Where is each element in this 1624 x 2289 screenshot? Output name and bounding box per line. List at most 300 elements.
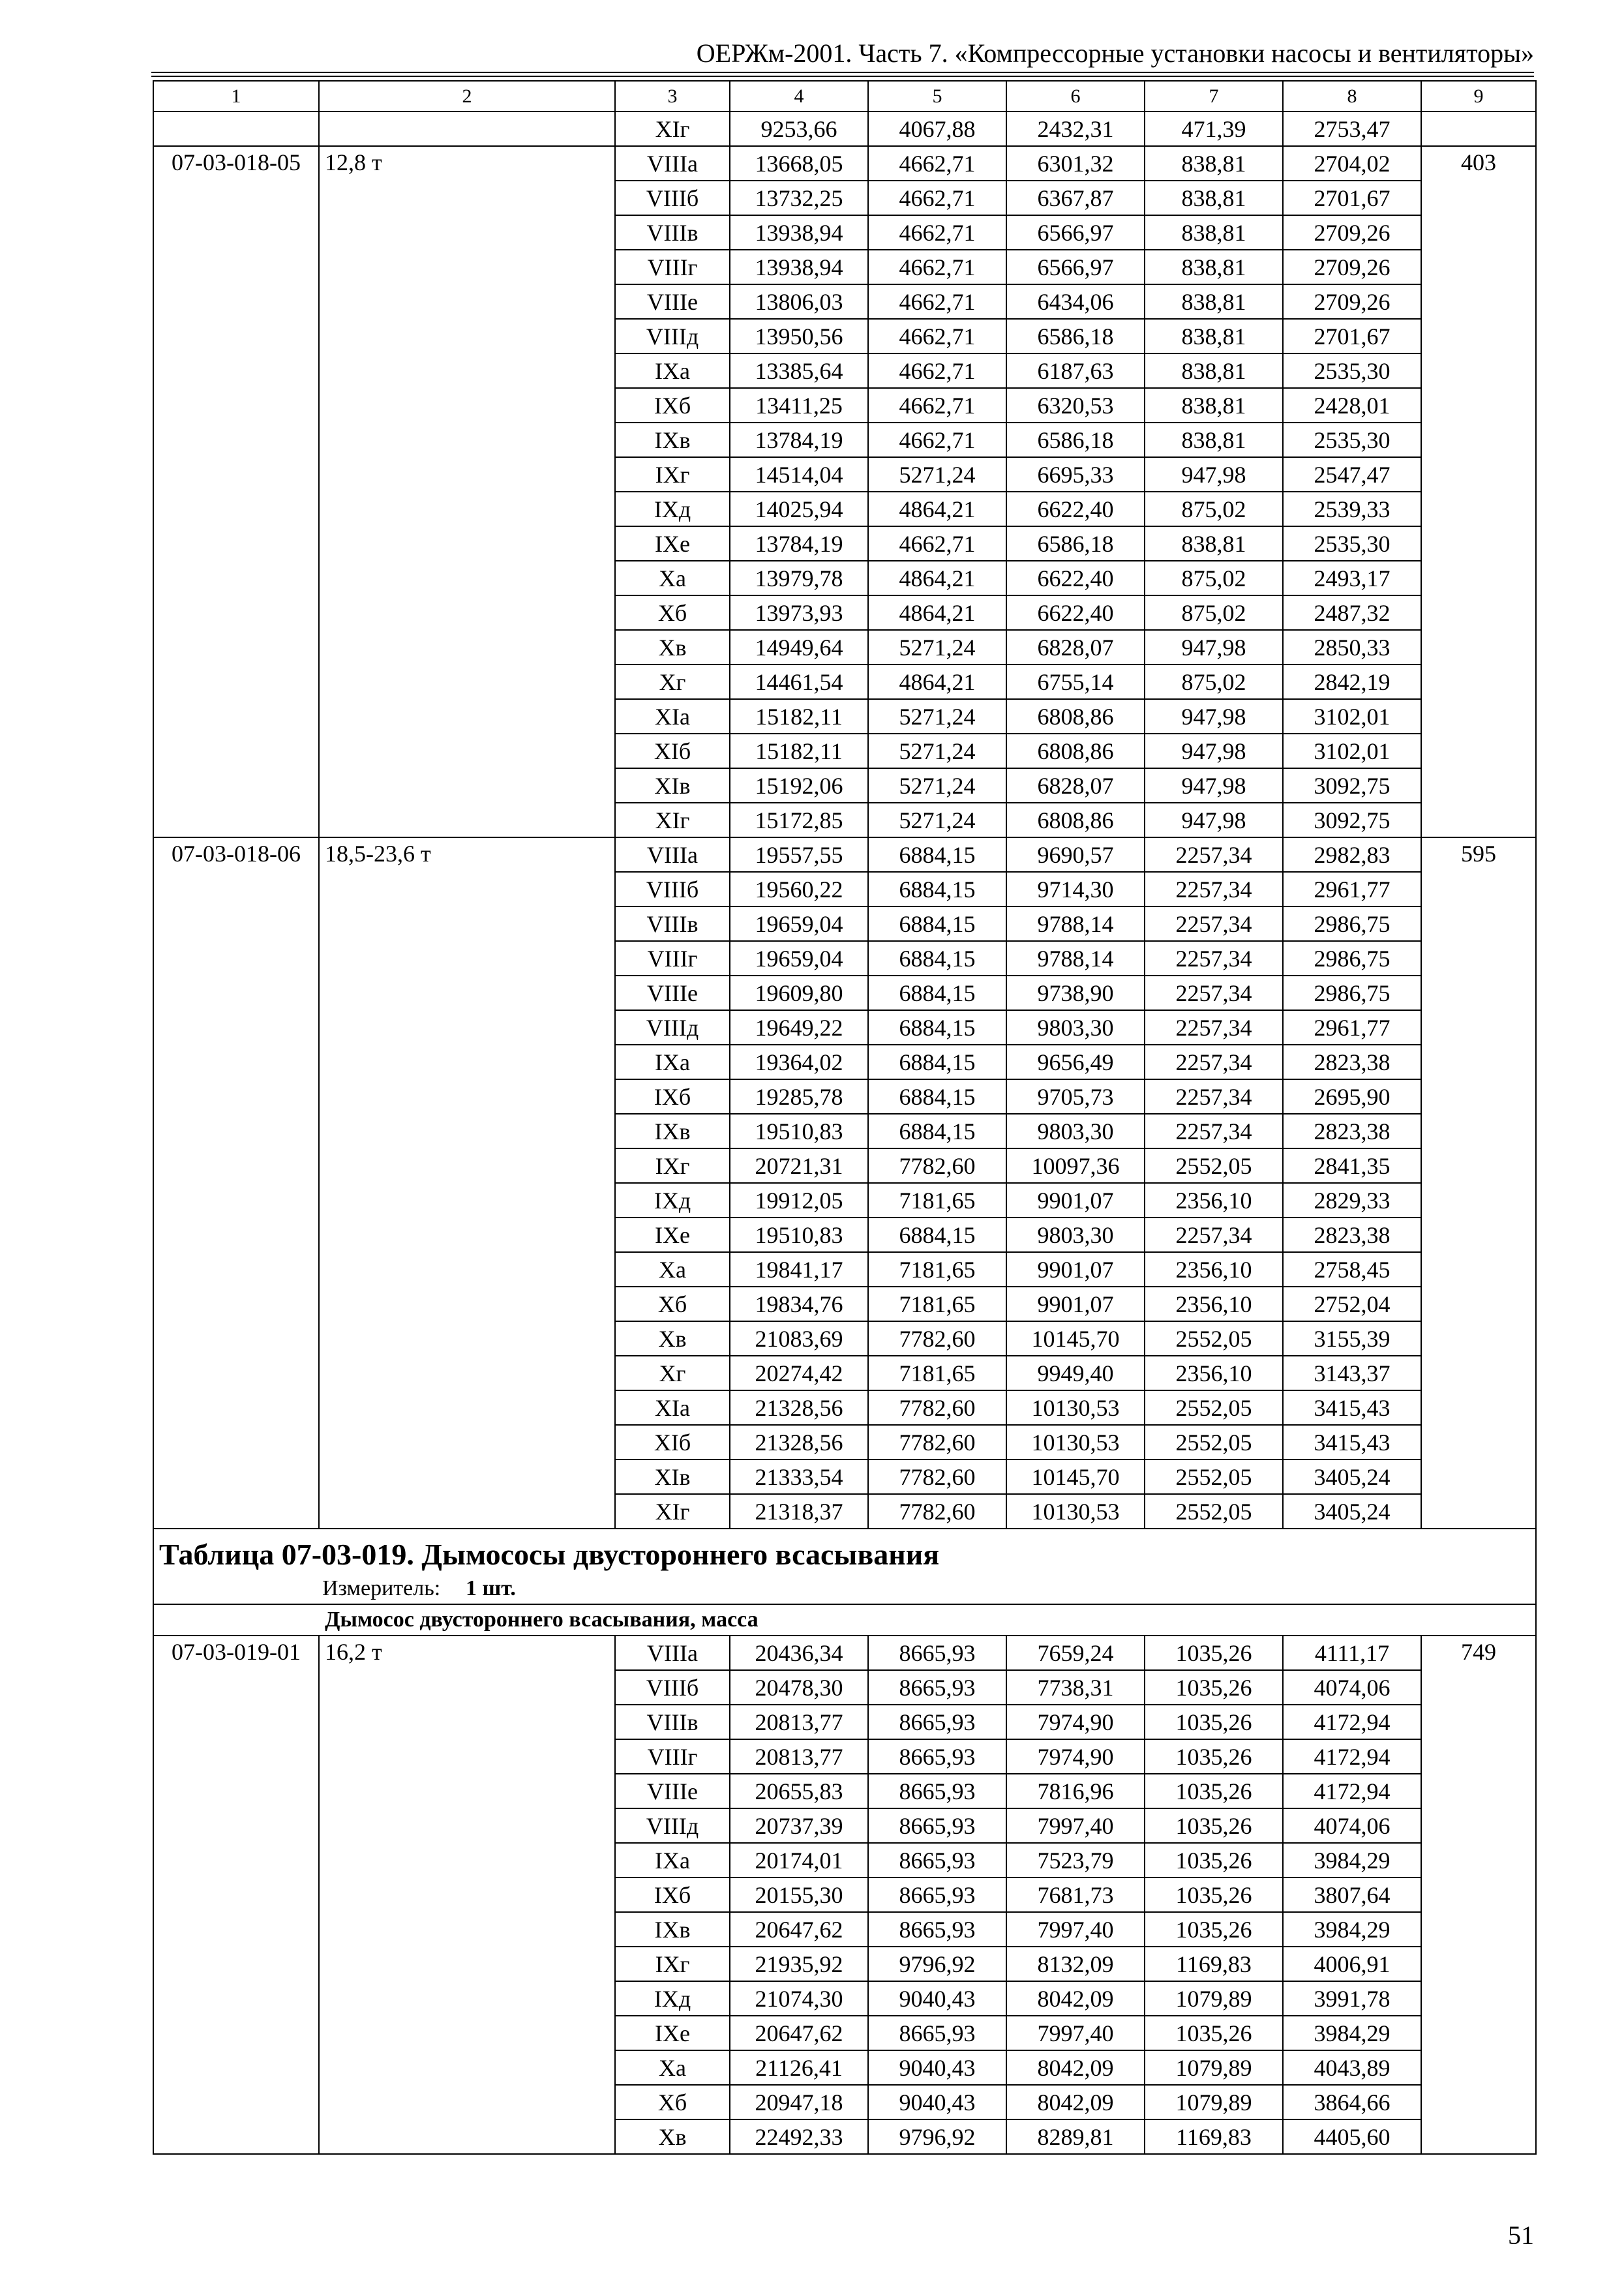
cell-machines: 7523,79 (1006, 1843, 1145, 1878)
cell-machines: 6808,86 (1006, 734, 1145, 768)
cell-operators-wages: 2356,10 (1145, 1183, 1283, 1218)
group-title-row (153, 1604, 1536, 1636)
cell-zone: IXа (615, 1843, 730, 1878)
cell-wages: 6884,15 (868, 872, 1006, 906)
column-number: 9 (1421, 81, 1536, 112)
cell-zone: Xа (615, 2050, 730, 2085)
cell-total: 13668,05 (730, 146, 868, 181)
cell-wages: 4864,21 (868, 561, 1006, 595)
cell-materials: 2961,77 (1283, 1010, 1421, 1045)
cell-total: 13784,19 (730, 526, 868, 561)
cell-machines: 7659,24 (1006, 1636, 1145, 1670)
cell-operators-wages: 1035,26 (1145, 1670, 1283, 1705)
cell-operators-wages: 2552,05 (1145, 1390, 1283, 1425)
table-body (153, 81, 1536, 2154)
cell-materials: 2823,38 (1283, 1114, 1421, 1148)
cell-total: 19364,02 (730, 1045, 868, 1079)
cell-wages: 8665,93 (868, 1843, 1006, 1878)
table-row (153, 146, 1536, 181)
cell-materials: 3092,75 (1283, 768, 1421, 803)
cell-wages: 4864,21 (868, 595, 1006, 630)
cell-wages: 7782,60 (868, 1148, 1006, 1183)
cell-total: 13411,25 (730, 388, 868, 423)
column-number: 2 (319, 81, 615, 112)
cell-zone: VIIIв (615, 906, 730, 941)
cell-zone: Xб (615, 595, 730, 630)
cell-operators-wages: 838,81 (1145, 319, 1283, 353)
cell-materials: 3991,78 (1283, 1981, 1421, 2016)
cell-total: 20478,30 (730, 1670, 868, 1705)
cell-zone: VIIIб (615, 181, 730, 215)
cell-materials: 2986,75 (1283, 976, 1421, 1010)
cell-operators-wages: 2356,10 (1145, 1287, 1283, 1321)
cell-materials: 3102,01 (1283, 734, 1421, 768)
cell-total: 21074,30 (730, 1981, 868, 2016)
cell-machines: 8289,81 (1006, 2119, 1145, 2154)
cell-machines: 8042,09 (1006, 2085, 1145, 2119)
cell-machines: 9901,07 (1006, 1252, 1145, 1287)
cell-materials: 2986,75 (1283, 906, 1421, 941)
cell-machines: 7974,90 (1006, 1705, 1145, 1739)
table-row (153, 837, 1536, 872)
cell-total: 13784,19 (730, 423, 868, 457)
cell-wages: 6884,15 (868, 1045, 1006, 1079)
measure-value: 1 шт. (466, 1576, 516, 1600)
cell-wages: 5271,24 (868, 734, 1006, 768)
cell-zone: XIб (615, 734, 730, 768)
cell-machines: 6367,87 (1006, 181, 1145, 215)
column-number: 8 (1283, 81, 1421, 112)
cell-zone: IXе (615, 1218, 730, 1252)
cell-operators-wages: 1035,26 (1145, 1912, 1283, 1947)
item-spec: 12,8 т (319, 146, 615, 837)
cell-total: 20813,77 (730, 1705, 868, 1739)
cell-operators-wages: 2552,05 (1145, 1425, 1283, 1459)
cell-zone: XIг (615, 803, 730, 837)
cell-operators-wages: 2552,05 (1145, 1494, 1283, 1529)
column-number: 7 (1145, 81, 1283, 112)
cell-machines: 9690,57 (1006, 837, 1145, 872)
cell-wages: 8665,93 (868, 1636, 1006, 1670)
cell-materials: 2535,30 (1283, 526, 1421, 561)
cell-operators-wages: 2257,34 (1145, 872, 1283, 906)
cell-materials: 3405,24 (1283, 1459, 1421, 1494)
cell-total: 21328,56 (730, 1425, 868, 1459)
cell-machines: 9656,49 (1006, 1045, 1145, 1079)
cell-total: 21083,69 (730, 1321, 868, 1356)
cell-total: 13806,03 (730, 284, 868, 319)
cell-materials: 2547,47 (1283, 457, 1421, 492)
cell-machines: 8042,09 (1006, 2050, 1145, 2085)
cell-wages: 9796,92 (868, 1947, 1006, 1981)
cell-machines: 10130,53 (1006, 1390, 1145, 1425)
cell-machines: 6828,07 (1006, 630, 1145, 665)
cell-zone: IXе (615, 2016, 730, 2050)
cell-materials: 2709,26 (1283, 215, 1421, 250)
cell-materials: 2709,26 (1283, 250, 1421, 284)
cell-machines: 7997,40 (1006, 1808, 1145, 1843)
cell-total: 19912,05 (730, 1183, 868, 1218)
cell-materials: 2829,33 (1283, 1183, 1421, 1218)
group-title: Дымосос двустороннего всасывания, масса (153, 1604, 1536, 1636)
cell-materials: 2701,67 (1283, 319, 1421, 353)
cell-machines: 7816,96 (1006, 1774, 1145, 1808)
cell-wages: 9040,43 (868, 1981, 1006, 2016)
cell-zone: XIа (615, 699, 730, 734)
cell-operators-wages: 1079,89 (1145, 2050, 1283, 2085)
cell-wages: 6884,15 (868, 1010, 1006, 1045)
cell-machines: 6586,18 (1006, 319, 1145, 353)
cell-operators-wages: 1035,26 (1145, 1878, 1283, 1912)
cell-zone: Xв (615, 2119, 730, 2154)
cell-machines: 8132,09 (1006, 1947, 1145, 1981)
cell-operators-wages: 838,81 (1145, 250, 1283, 284)
cell-materials: 4172,94 (1283, 1739, 1421, 1774)
cell-total: 14949,64 (730, 630, 868, 665)
cell-materials: 2493,17 (1283, 561, 1421, 595)
cell-materials: 2982,83 (1283, 837, 1421, 872)
cell-operators-wages: 1035,26 (1145, 2016, 1283, 2050)
cell-materials: 2487,32 (1283, 595, 1421, 630)
cell-materials: 2709,26 (1283, 284, 1421, 319)
cell-operators-wages: 838,81 (1145, 423, 1283, 457)
cell-zone: VIIIа (615, 837, 730, 872)
cell-zone: IXб (615, 1878, 730, 1912)
rates-table (153, 80, 1537, 2155)
cell-zone: IXа (615, 353, 730, 388)
cell-total: 19557,55 (730, 837, 868, 872)
cell-total: 13938,94 (730, 215, 868, 250)
cell-operators-wages: 947,98 (1145, 768, 1283, 803)
cell-total: 19659,04 (730, 906, 868, 941)
cell-zone: VIIIд (615, 1808, 730, 1843)
cell-operators-wages: 838,81 (1145, 146, 1283, 181)
cell-materials: 4172,94 (1283, 1774, 1421, 1808)
column-number: 5 (868, 81, 1006, 112)
cell-operators-wages: 2257,34 (1145, 1010, 1283, 1045)
cell-materials: 2752,04 (1283, 1287, 1421, 1321)
cell-total: 19510,83 (730, 1114, 868, 1148)
cell-operators-wages: 1035,26 (1145, 1774, 1283, 1808)
cell-zone: IXб (615, 388, 730, 423)
cell-operators-wages: 838,81 (1145, 181, 1283, 215)
cell-wages: 4662,71 (868, 388, 1006, 423)
cell-wages: 6884,15 (868, 906, 1006, 941)
cell-machines: 6622,40 (1006, 595, 1145, 630)
cell-machines: 2432,31 (1006, 112, 1145, 146)
cell-total: 20721,31 (730, 1148, 868, 1183)
cell-machines: 9803,30 (1006, 1010, 1145, 1045)
cell-total: 19560,22 (730, 872, 868, 906)
item-spec: 16,2 т (319, 1636, 615, 2154)
cell-operators-wages: 875,02 (1145, 561, 1283, 595)
cell-wages: 5271,24 (868, 630, 1006, 665)
cell-wages: 5271,24 (868, 768, 1006, 803)
cell-total: 21126,41 (730, 2050, 868, 2085)
cell-operators-wages: 2257,34 (1145, 1045, 1283, 1079)
item-code: 07-03-018-05 (153, 146, 319, 837)
cell-wages: 4864,21 (868, 665, 1006, 699)
cell-wages: 8665,93 (868, 1774, 1006, 1808)
cell-operators-wages: 2356,10 (1145, 1356, 1283, 1390)
cell-wages: 8665,93 (868, 1878, 1006, 1912)
cell-total: 15182,11 (730, 734, 868, 768)
cell-materials: 2986,75 (1283, 941, 1421, 976)
cell-wages: 6884,15 (868, 1218, 1006, 1252)
cell-wages: 7181,65 (868, 1183, 1006, 1218)
cell-total: 13950,56 (730, 319, 868, 353)
cell-wages: 7782,60 (868, 1390, 1006, 1425)
cell-wages: 7782,60 (868, 1321, 1006, 1356)
cell-wages: 5271,24 (868, 803, 1006, 837)
cell-operators-wages: 1079,89 (1145, 1981, 1283, 2016)
cell-code (153, 112, 319, 146)
cell-operators-wages: 2552,05 (1145, 1321, 1283, 1356)
cell-wages: 4662,71 (868, 319, 1006, 353)
cell-zone: Xб (615, 1287, 730, 1321)
cell-materials: 4006,91 (1283, 1947, 1421, 1981)
cell-materials: 3984,29 (1283, 1843, 1421, 1878)
cell-machines: 10145,70 (1006, 1321, 1145, 1356)
cell-machines: 6301,32 (1006, 146, 1145, 181)
cell-wages: 4662,71 (868, 250, 1006, 284)
cell-wages: 9796,92 (868, 2119, 1006, 2154)
item-extra: 595 (1421, 837, 1536, 1529)
cell-total: 13385,64 (730, 353, 868, 388)
cell-materials: 2961,77 (1283, 872, 1421, 906)
cell-zone: XIг (615, 1494, 730, 1529)
column-number: 3 (615, 81, 730, 112)
cell-operators-wages: 2257,34 (1145, 976, 1283, 1010)
cell-total: 15192,06 (730, 768, 868, 803)
cell-operators-wages: 2552,05 (1145, 1148, 1283, 1183)
cell-machines: 10130,53 (1006, 1425, 1145, 1459)
item-code: 07-03-019-01 (153, 1636, 319, 2154)
cell-zone: VIIIб (615, 1670, 730, 1705)
cell-total: 19510,83 (730, 1218, 868, 1252)
cell-zone: VIIIв (615, 1705, 730, 1739)
cell-operators-wages: 1035,26 (1145, 1705, 1283, 1739)
cell-wages: 4662,71 (868, 284, 1006, 319)
cell-zone: IXг (615, 457, 730, 492)
cell-zone: IXд (615, 1183, 730, 1218)
cell-zone: VIIIв (615, 215, 730, 250)
cell-wages: 6884,15 (868, 976, 1006, 1010)
item-code: 07-03-018-06 (153, 837, 319, 1529)
cell-total: 19609,80 (730, 976, 868, 1010)
cell-total: 13973,93 (730, 595, 868, 630)
column-number-row (153, 81, 1536, 112)
cell-total: 20947,18 (730, 2085, 868, 2119)
cell-zone: IXе (615, 526, 730, 561)
cell-materials: 2535,30 (1283, 423, 1421, 457)
cell-wages: 7782,60 (868, 1425, 1006, 1459)
item-extra: 403 (1421, 146, 1536, 837)
cell-total: 9253,66 (730, 112, 868, 146)
cell-machines: 6586,18 (1006, 526, 1145, 561)
cell-materials: 4172,94 (1283, 1705, 1421, 1739)
cell-operators-wages: 875,02 (1145, 492, 1283, 526)
cell-operators-wages: 1035,26 (1145, 1843, 1283, 1878)
cell-total: 13979,78 (730, 561, 868, 595)
cell-machines: 6828,07 (1006, 768, 1145, 803)
cell-operators-wages: 1169,83 (1145, 2119, 1283, 2154)
cell-wages: 5271,24 (868, 699, 1006, 734)
cell-machines: 9949,40 (1006, 1356, 1145, 1390)
cell-operators-wages: 2257,34 (1145, 1218, 1283, 1252)
cell-operators-wages: 1169,83 (1145, 1947, 1283, 1981)
cell-materials: 2758,45 (1283, 1252, 1421, 1287)
table-row (153, 1636, 1536, 1670)
cell-zone: XIв (615, 768, 730, 803)
cell-total: 20647,62 (730, 2016, 868, 2050)
cell-machines: 9788,14 (1006, 941, 1145, 976)
cell-machines: 6566,97 (1006, 215, 1145, 250)
measure-line (159, 1574, 1530, 1604)
cell-operators-wages: 838,81 (1145, 353, 1283, 388)
cell-machines: 9788,14 (1006, 906, 1145, 941)
cell-wages: 4067,88 (868, 112, 1006, 146)
cell-total: 20274,42 (730, 1356, 868, 1390)
cell-machines: 10145,70 (1006, 1459, 1145, 1494)
cell-machines: 6808,86 (1006, 803, 1145, 837)
cell-materials: 2753,47 (1283, 112, 1421, 146)
cell-operators-wages: 2257,34 (1145, 837, 1283, 872)
cell-total: 21328,56 (730, 1390, 868, 1425)
cell-materials: 2850,33 (1283, 630, 1421, 665)
cell-materials: 2704,02 (1283, 146, 1421, 181)
cell-wages: 4662,71 (868, 526, 1006, 561)
cell-operators-wages: 947,98 (1145, 699, 1283, 734)
cell-machines: 6566,97 (1006, 250, 1145, 284)
cell-total: 19285,78 (730, 1079, 868, 1114)
cell-operators-wages: 838,81 (1145, 284, 1283, 319)
cell-zone: XIб (615, 1425, 730, 1459)
measure-label: Измеритель: (322, 1576, 441, 1600)
cell-materials: 3807,64 (1283, 1878, 1421, 1912)
cell-wages: 8665,93 (868, 1705, 1006, 1739)
cell-operators-wages: 838,81 (1145, 215, 1283, 250)
cell-zone: Xг (615, 1356, 730, 1390)
cell-machines: 9803,30 (1006, 1114, 1145, 1148)
cell-materials: 2428,01 (1283, 388, 1421, 423)
cell-total: 13732,25 (730, 181, 868, 215)
cell-operators-wages: 2257,34 (1145, 1114, 1283, 1148)
cell-operators-wages: 1035,26 (1145, 1808, 1283, 1843)
cell-total: 20174,01 (730, 1843, 868, 1878)
table-title: Таблица 07-03-019. Дымососы двустороннего всасывания (159, 1538, 940, 1571)
cell-wages: 8665,93 (868, 1912, 1006, 1947)
cell-zone: IXв (615, 1912, 730, 1947)
cell-wages: 8665,93 (868, 2016, 1006, 2050)
cell-spec (319, 112, 615, 146)
cell-materials: 3405,24 (1283, 1494, 1421, 1529)
cell-operators-wages: 1079,89 (1145, 2085, 1283, 2119)
cell-zone: Xв (615, 630, 730, 665)
cell-operators-wages: 875,02 (1145, 665, 1283, 699)
cell-zone: IXв (615, 1114, 730, 1148)
cell-materials: 3415,43 (1283, 1425, 1421, 1459)
cell-materials: 2701,67 (1283, 181, 1421, 215)
item-extra: 749 (1421, 1636, 1536, 2154)
cell-total: 19659,04 (730, 941, 868, 976)
cell-operators-wages: 947,98 (1145, 630, 1283, 665)
cell-zone: XIв (615, 1459, 730, 1494)
cell-machines: 7738,31 (1006, 1670, 1145, 1705)
cell-operators-wages: 2257,34 (1145, 1079, 1283, 1114)
cell-machines: 9803,30 (1006, 1218, 1145, 1252)
cell-machines: 9901,07 (1006, 1183, 1145, 1218)
cell-operators-wages: 947,98 (1145, 803, 1283, 837)
cell-machines: 6434,06 (1006, 284, 1145, 319)
cell-machines: 6622,40 (1006, 492, 1145, 526)
cell-materials: 4043,89 (1283, 2050, 1421, 2085)
cell-total: 15172,85 (730, 803, 868, 837)
item-spec: 18,5-23,6 т (319, 837, 615, 1529)
cell-total: 19841,17 (730, 1252, 868, 1287)
page-number: 51 (1508, 2221, 1534, 2250)
cell-zone: VIIIе (615, 1774, 730, 1808)
cell-machines: 6622,40 (1006, 561, 1145, 595)
cell-materials: 3155,39 (1283, 1321, 1421, 1356)
cell-machines: 7681,73 (1006, 1878, 1145, 1912)
cell-operators-wages: 471,39 (1145, 112, 1283, 146)
cell-wages: 7181,65 (868, 1356, 1006, 1390)
cell-machines: 9738,90 (1006, 976, 1145, 1010)
cell-machines: 10097,36 (1006, 1148, 1145, 1183)
cell-zone: IXа (615, 1045, 730, 1079)
cell-total: 22492,33 (730, 2119, 868, 2154)
cell-total: 13938,94 (730, 250, 868, 284)
table-title-block (153, 1529, 1536, 1604)
cell-wages: 7181,65 (868, 1287, 1006, 1321)
cell-zone: IXг (615, 1947, 730, 1981)
cell-wages: 8665,93 (868, 1739, 1006, 1774)
cell-zone: IXб (615, 1079, 730, 1114)
cell-materials: 4074,06 (1283, 1808, 1421, 1843)
cell-total: 19834,76 (730, 1287, 868, 1321)
cell-operators-wages: 2257,34 (1145, 906, 1283, 941)
cell-materials: 2823,38 (1283, 1218, 1421, 1252)
cell-total: 14514,04 (730, 457, 868, 492)
cell-zone: IXд (615, 492, 730, 526)
cell-materials: 3102,01 (1283, 699, 1421, 734)
column-number: 1 (153, 81, 319, 112)
cell-zone: Xа (615, 561, 730, 595)
cell-zone: XIа (615, 1390, 730, 1425)
cell-total: 20655,83 (730, 1774, 868, 1808)
cell-machines: 6187,63 (1006, 353, 1145, 388)
cell-zone: VIIIб (615, 872, 730, 906)
cell-total: 14461,54 (730, 665, 868, 699)
cell-wages: 4662,71 (868, 353, 1006, 388)
cell-machines: 7997,40 (1006, 2016, 1145, 2050)
page-header: ОЕРЖм-2001. Часть 7. «Компрессорные установки насосы и вентиляторы» (696, 38, 1534, 68)
cell-wages: 4662,71 (868, 423, 1006, 457)
cell-materials: 2841,35 (1283, 1148, 1421, 1183)
cell-wages: 7782,60 (868, 1459, 1006, 1494)
cell-materials: 3984,29 (1283, 1912, 1421, 1947)
cell-total: 20813,77 (730, 1739, 868, 1774)
cell-wages: 6884,15 (868, 1114, 1006, 1148)
cell-zone: VIIIг (615, 1739, 730, 1774)
header-rule-double (151, 76, 1534, 77)
cell-zone: IXг (615, 1148, 730, 1183)
cell-total: 20155,30 (730, 1878, 868, 1912)
cell-wages: 9040,43 (868, 2050, 1006, 2085)
cell-zone: XIг (615, 112, 730, 146)
cell-operators-wages: 1035,26 (1145, 1739, 1283, 1774)
